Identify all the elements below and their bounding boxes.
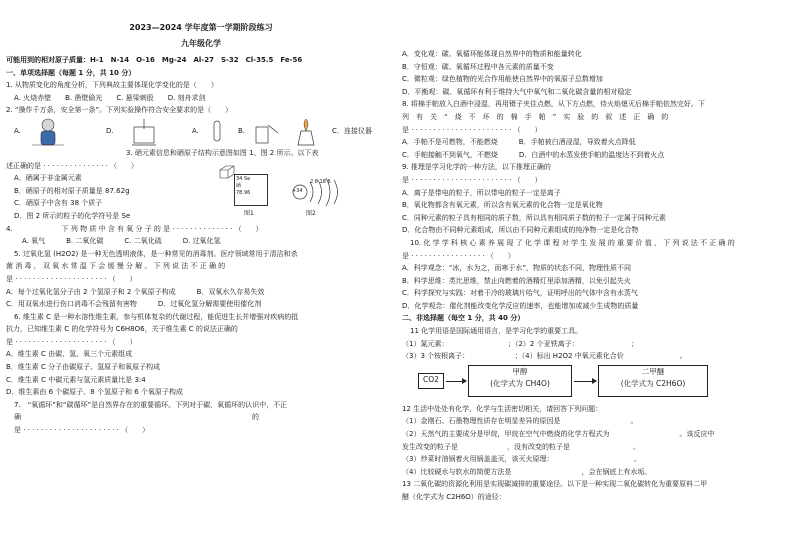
se-mass: 78.96 bbox=[236, 189, 251, 196]
right-column bbox=[402, 48, 788, 504]
question-9-b: 是 · · · · · · · · · · · · · · · · · · · · · · · （ ） bbox=[402, 175, 542, 184]
pouring-picture bbox=[252, 119, 282, 145]
question-7-option-d: D．平衡观：碳、氧循环有利于维持大气中氧气和二氧化碳含量的相对稳定 bbox=[402, 87, 632, 96]
dimethyl-ether-box bbox=[598, 365, 708, 397]
question-4: 4. 下 列 物 质 中 含 有 氧 分 子 的 是 · · · · · · · · · · · · · · （ ） bbox=[6, 224, 263, 233]
question-3-option-a: A．硒属于非金属元素 bbox=[14, 174, 82, 183]
question-10-a: 10. 化 学 学 科 核 心 素 养 展 现 了 化 学 课 程 对 学 生 发 展 的 重 要 价 值 ， 下 列 说 法 不 正 确 的 bbox=[410, 238, 735, 247]
question-6-b: 抗力，已知维生素 C 的化学符号为 C6H8O6，关于维生素 C 的说法正确的 bbox=[6, 325, 238, 334]
option-b-label: B. bbox=[238, 126, 246, 135]
question-3-option-d: D．图 2 所示的粒子的化学符号是 Se bbox=[14, 211, 131, 220]
se-name: 硒 bbox=[236, 182, 242, 189]
question-2-figures bbox=[6, 117, 396, 147]
question-12-part-1: （1）金刚石、石墨物理性质存在明显差异的原因是 。 bbox=[402, 417, 638, 426]
cube-outline bbox=[218, 164, 236, 182]
co2-conversion-flow bbox=[402, 363, 788, 403]
se-atomic-number: 34 bbox=[236, 175, 243, 182]
question-3-continued: 述正确的是 · · · · · · · · · · · · · · · （ ） bbox=[6, 161, 138, 170]
se-symbol: Se bbox=[243, 175, 251, 182]
question-9-option-a: A．离子是带电的粒子，所以带电的粒子一定是离子 bbox=[402, 188, 561, 197]
question-4-options: A. 氧气 B. 二氧化碳 C. 二氧化硫 D. 过氧化氢 bbox=[22, 237, 221, 246]
question-5-b: 菌 消 毒 ， 双 氧 水 常 温 下 会 缓 慢 分 解 。 下 列 说 法 不 正 确 的 bbox=[6, 262, 226, 271]
question-10-b: 是 · · · · · · · · · · · · · · · · · （ ） bbox=[402, 251, 515, 260]
question-3-option-c: C．硒原子中含有 38 个质子 bbox=[14, 199, 103, 208]
question-7-option-c: C．微粒观：绿色植物的光合作用能使自然界中的氧原子总数增加 bbox=[402, 75, 603, 84]
student-lab-picture bbox=[28, 117, 68, 147]
question-13-a: 13 二氧化碳的资源化利用是实现碳减排的重要途径。以下是一种实现二氧化碳转化为重要原料二甲 bbox=[402, 480, 708, 489]
option-d-label: D. bbox=[106, 126, 114, 135]
question-12-part-2b: 发生改变的粒子是 ，没有改变的粒子是 。 bbox=[402, 442, 640, 451]
question-10-option-b: B．科学思维：类比思维，禁止向燃着的酒精灯里添加酒精，以免引起失火 bbox=[402, 276, 631, 285]
question-6-c: 是 · · · · · · · · · · · · · · · · · · · · · （ ） bbox=[6, 337, 137, 346]
methanol-formula: (化学式为 CH4O) bbox=[490, 378, 550, 388]
question-13-b: 醚（化学式为 C2H6O）的途径： bbox=[402, 493, 506, 501]
question-12-part-3: （3）炒菜时油锅着火用锅盖盖灭，该灭火原理： 。 bbox=[402, 455, 641, 464]
question-5-a: 5. 过氧化氢 (H2O2) 是一种无色透明液体，是一种常见的消毒剂。医疗领域常用于清洁和杀 bbox=[14, 249, 298, 258]
section-1-heading: 一、单项选择题（每题 1 分，共 10 分） bbox=[6, 68, 136, 77]
question-1-options: A. 火烧赤壁 B. 凿壁偷光 C. 悬梁刺股 D. 刻舟求剑 bbox=[14, 93, 206, 102]
left-column bbox=[6, 54, 396, 437]
question-7-c: 是 · · · · · · · · · · · · · · · · · · · · · · （ ） bbox=[14, 426, 150, 435]
option-a-label: A. bbox=[14, 126, 21, 135]
methanol-box bbox=[468, 365, 572, 397]
question-9: 9. 推理是学习化学的一种方法，以下推理正确的 bbox=[402, 163, 551, 172]
question-1: 1. 从物质变化的角度分析，下列典故主要体现化学变化的是（ ） bbox=[6, 81, 218, 90]
question-3-stem: 3. 硒元素信息和硒原子结构示意图如图 1、图 2 所示。以下表 bbox=[126, 148, 319, 157]
page-title: 2023—2024 学年度第一学期阶段练习 bbox=[129, 23, 273, 32]
question-7-option-a: A．变化观：碳、氧循环能体现自然界中的物质和能量转化 bbox=[402, 50, 582, 58]
question-7-option-b: B．守恒观：碳、氧循环过程中各元素的质量不变 bbox=[402, 62, 554, 71]
page-subtitle: 九年级化学 bbox=[181, 39, 221, 48]
question-3-option-b: B．硒原子的相对原子质量是 87.62g bbox=[14, 186, 130, 195]
option-a2-label: A. bbox=[192, 126, 199, 135]
question-8-b: 列 有 关 “ 烧 不 坏 的 棉 手 帕 ” 实 验 的 叙 述 正 确 的 bbox=[402, 112, 669, 121]
dimethyl-ether-formula: (化学式为 C2H6O) bbox=[620, 378, 686, 388]
question-9-option-c: C．同种元素的粒子具有相同的质子数，所以具有相同质子数的粒子一定属于同种元素 bbox=[402, 213, 666, 222]
figure-2-label: 图2 bbox=[306, 209, 316, 217]
question-6-option-d: D．维生素由 6 个碳原子、8 个氢原子和 6 个氧原子构成 bbox=[6, 388, 183, 397]
methanol-name: 甲醇 bbox=[512, 366, 528, 376]
option-c-text: C．连接仪器 bbox=[332, 126, 372, 135]
question-11-parts-3-4: （3）3 个铵根离子： ；（4）标出 H2O2 中氧元素化合价 。 bbox=[402, 352, 687, 361]
question-10-option-d: D．化学观念：催化剂能改变化学反应的速率，也能增加或减少生成物的质量 bbox=[402, 301, 639, 310]
figure-1-label: 图1 bbox=[244, 209, 254, 217]
question-11-parts-1-2: （1）氮元素： ；（2）2 个亚铁离子： ； bbox=[402, 339, 639, 348]
question-8-options-ab: A．手帕不是可燃物，不能燃烧 B．手帕被白酒浸湿，导致着火点降低 bbox=[402, 138, 636, 147]
question-12: 12 生活中处处有化学，化学与生活密切相关，请回答下列问题： bbox=[402, 404, 603, 413]
question-9-option-d: D．化合物由不同种元素组成，所以由不同种元素组成的纯净物一定是化合物 bbox=[402, 226, 639, 235]
atomic-masses: 可能用到的相对原子质量：H-1 N-14 O-16 Mg-24 Al-27 S-32 Cl-35.5 Fe-56 bbox=[6, 56, 303, 64]
question-8-options-cd: C．手帕接触不到氧气，不燃烧 D．白酒中的水蒸发使手帕的温度达不到着火点 bbox=[402, 150, 665, 159]
question-5-options-ab: A．每个过氧化氢分子由 2 个氢原子和 2 个氧原子构成 B．双氧水久存易失效 bbox=[6, 287, 265, 296]
question-6-option-b: B．维生素 C 分子由碳原子、氢原子和氧原子构成 bbox=[6, 363, 161, 372]
question-8-c: 是 · · · · · · · · · · · · · · · · · · · · · · · （ ） bbox=[402, 125, 542, 134]
selenium-periodic-cell bbox=[234, 174, 268, 206]
co2-box: CO2 bbox=[418, 373, 444, 389]
arrow-1 bbox=[446, 381, 466, 382]
section-2-heading: 二、非选择题（每空 1 分，共 40 分） bbox=[402, 314, 525, 323]
question-5-c: 是 · · · · · · · · · · · · · · · · · · · · · （ ） bbox=[6, 274, 137, 283]
question-6-option-a: A．维生素 C 由碳、氢、氧三个元素组成 bbox=[6, 350, 133, 359]
question-2: 2. “操作千万条，安全第一条”。下列实验操作符合安全要求的是（ ） bbox=[6, 106, 233, 115]
question-7-b: 确 的 bbox=[14, 413, 259, 422]
question-12-part-4: （4）比较硬水与软水的简便方法是 ，会在锅底上有水垢。 bbox=[402, 467, 652, 476]
question-11: 11 化学用语是国际通用语言，是学习化学的重要工具。 bbox=[410, 327, 583, 336]
dimethyl-ether-name: 二甲醚 bbox=[641, 366, 665, 376]
nucleus-charge: +34 bbox=[292, 187, 303, 194]
question-10-option-a: A．科学观念：“冰，水为之，而寒于水”，物质的状态不同，物理性质不同 bbox=[402, 264, 632, 273]
question-10-option-c: C．科学探究与实践：对着干冷的玻璃片哈气，证明呼出的气体中含有水蒸气 bbox=[402, 289, 638, 298]
question-7-a: 7. “氧循环”和“碳循环”是自然界存在的重要循环。下列对于碳、氧循环的认识中，不正 bbox=[14, 400, 288, 409]
question-8-a: 8. 将棉手帕放入白酒中浸湿，再用镊子夹住点燃，从下方点燃，待火焰熄灭后棉手帕依然完好。下 bbox=[402, 100, 705, 109]
shell-electrons: 2 8 18 6 bbox=[310, 178, 331, 185]
test-tube-picture bbox=[202, 119, 232, 145]
heating-beaker-picture bbox=[124, 117, 164, 147]
alcohol-lamp-picture bbox=[284, 117, 328, 147]
arrow-2 bbox=[574, 381, 596, 382]
question-6-option-c: C．维生素 C 中碳元素与氢元素质量比是 3:4 bbox=[6, 375, 146, 384]
question-12-part-2a: （2）天然气的主要成分是甲烷，甲烷在空气中燃烧的化学方程式为 。该反应中 bbox=[402, 430, 715, 439]
question-6-a: 6. 维生素 C 是一种水溶性维生素，参与机体复杂的代谢过程，能促进生长并增强对疾病的抵 bbox=[14, 312, 299, 321]
question-9-option-b: B．氧化物都含有氧元素，所以含有氧元素的化合物一定是氧化物 bbox=[402, 201, 603, 210]
question-5-options-cd: C．用双氧水进行伤口消毒不会残留有害物 D．过氧化氢分解需要使用催化剂 bbox=[6, 300, 262, 309]
